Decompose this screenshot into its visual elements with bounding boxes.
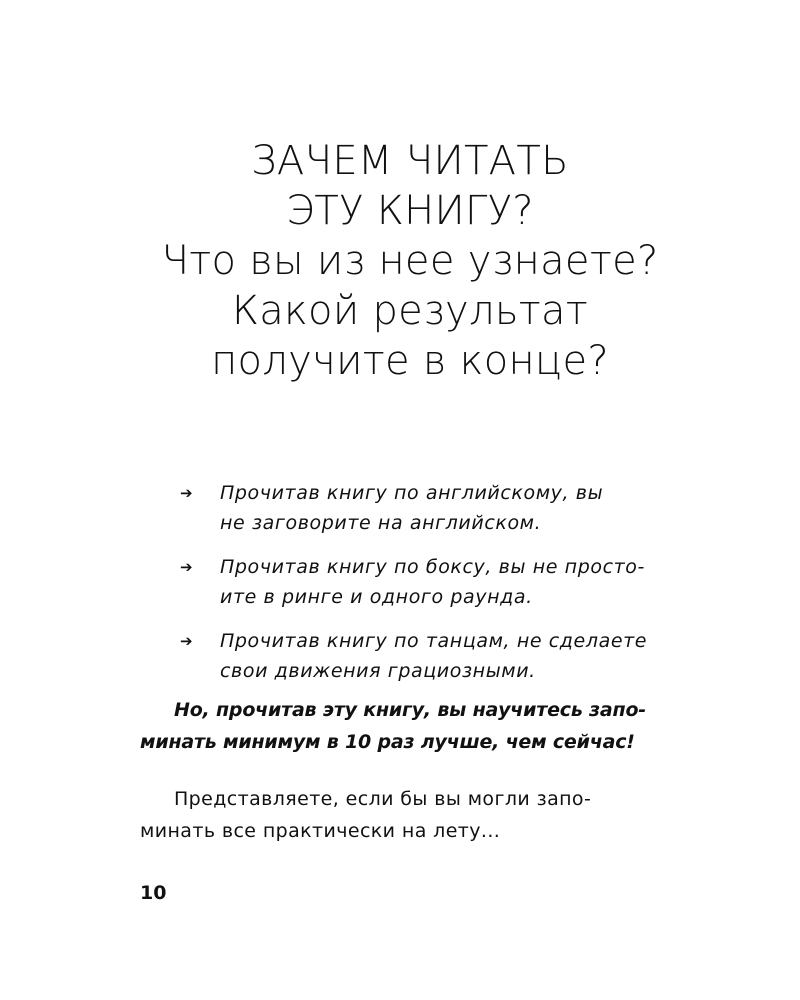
list-item xyxy=(178,626,683,686)
list-item xyxy=(178,478,683,538)
chapter-title xyxy=(100,136,720,386)
bullet-text xyxy=(220,552,683,612)
bullet-line: свои движения грациозными. xyxy=(220,660,536,682)
title-line: получите в конце? xyxy=(211,338,609,384)
arrow-right-icon: ➔ xyxy=(180,558,194,576)
bullet-line: ите в ринге и одного раунда. xyxy=(220,586,533,608)
arrow-right-icon: ➔ xyxy=(180,632,194,650)
bullet-text xyxy=(220,626,683,686)
body-paragraph xyxy=(140,783,685,847)
title-line: ЗАЧЕМ ЧИТАТЬ xyxy=(251,138,569,184)
emphasis-line: минать минимум в 10 раз лучше, чем сейчас! xyxy=(140,731,635,753)
arrow-right-icon: ➔ xyxy=(180,484,194,502)
paragraph-line: минать все практически на лету... xyxy=(140,820,501,842)
bullet-line: Прочитав книгу по танцам, не сделаете xyxy=(220,630,648,652)
bullet-line: Прочитав книгу по боксу, вы не просто- xyxy=(220,556,645,578)
bullet-line: Прочитав книгу по английскому, вы xyxy=(220,482,604,504)
bullet-list xyxy=(178,478,683,700)
bullet-line: не заговорите на английском. xyxy=(220,512,542,534)
list-item xyxy=(178,552,683,612)
emphasis-paragraph xyxy=(140,694,685,758)
title-line: Что вы из нее узнаете? xyxy=(161,238,659,284)
bullet-text xyxy=(220,478,683,538)
title-line: ЭТУ КНИГУ? xyxy=(286,188,534,234)
title-line: Какой результат xyxy=(231,288,589,334)
emphasis-line: Но, прочитав эту книгу, вы научитесь запо- xyxy=(174,699,646,721)
paragraph-line: Представляете, если бы вы могли запо- xyxy=(174,788,592,810)
page-number: 10 xyxy=(140,882,167,904)
